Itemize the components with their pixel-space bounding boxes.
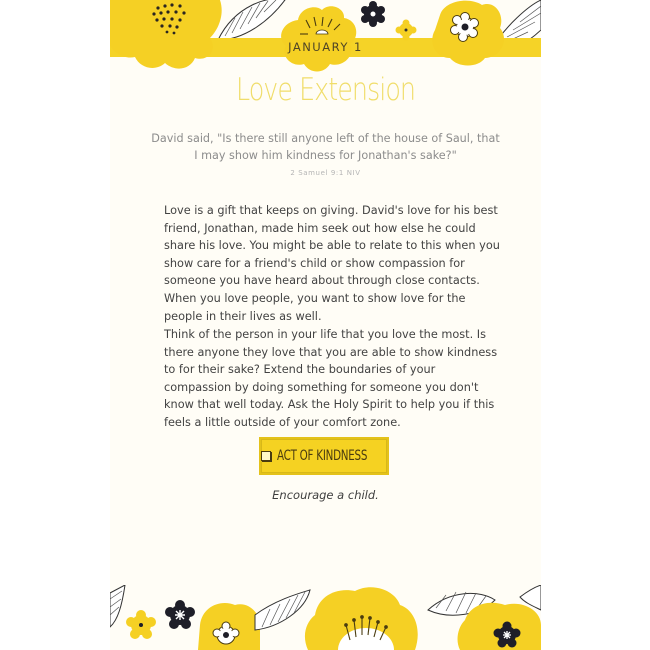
black-flower-icon	[361, 1, 385, 27]
devotion-title: Love Extension	[235, 72, 416, 108]
date-label: JANUARY 1	[288, 40, 363, 54]
devotion-paragraph: Think of the person in your life that you love the most. Is there anyone they love that you are able to show kindness to for their sake? Extend the boundaries of your compassion by doing something for someone you don't know that well today. Ask the Holy Spirit to help you if this feels a little outside of your comfort zone.	[164, 328, 498, 429]
small-yellow-flower-icon	[126, 610, 156, 639]
act-of-kindness-badge	[259, 437, 389, 475]
bottom-floral-border-icon	[110, 585, 541, 650]
kindness-action: Encourage a child.	[272, 488, 379, 502]
large-sun-flower-icon	[305, 587, 418, 650]
devotional-page	[110, 0, 541, 650]
scripture-verse: David said, "Is there still anyone left of the house of Saul, that I may show him kindness for Jonathan's sake?"	[151, 132, 500, 162]
leaf-icon	[255, 590, 310, 630]
leaf-icon	[218, 0, 285, 40]
small-yellow-flower-icon	[396, 20, 417, 41]
center-sun-flower-icon	[281, 6, 356, 71]
outlined-yellow-flower-icon	[432, 1, 504, 66]
act-of-kindness-label: ACT OF KINDNESS	[277, 448, 368, 464]
black-flower-icon	[165, 600, 195, 629]
outlined-yellow-flower-icon	[198, 603, 260, 650]
scripture-reference: 2 Samuel 9:1 NIV	[290, 169, 361, 177]
leaf-icon	[110, 585, 125, 627]
large-yellow-flower-icon	[110, 0, 222, 69]
devotion-paragraph: Love is a gift that keeps on giving. David's love for his best friend, Jonathan, made him seek out how else he could share his love. You might be able to relate to this when you show care for a friend's child or show compassion for someone you have heard about through close contacts. When you love people, you want to show love for the people in their lives as well.	[164, 204, 500, 323]
checkbox-icon[interactable]	[261, 451, 271, 461]
